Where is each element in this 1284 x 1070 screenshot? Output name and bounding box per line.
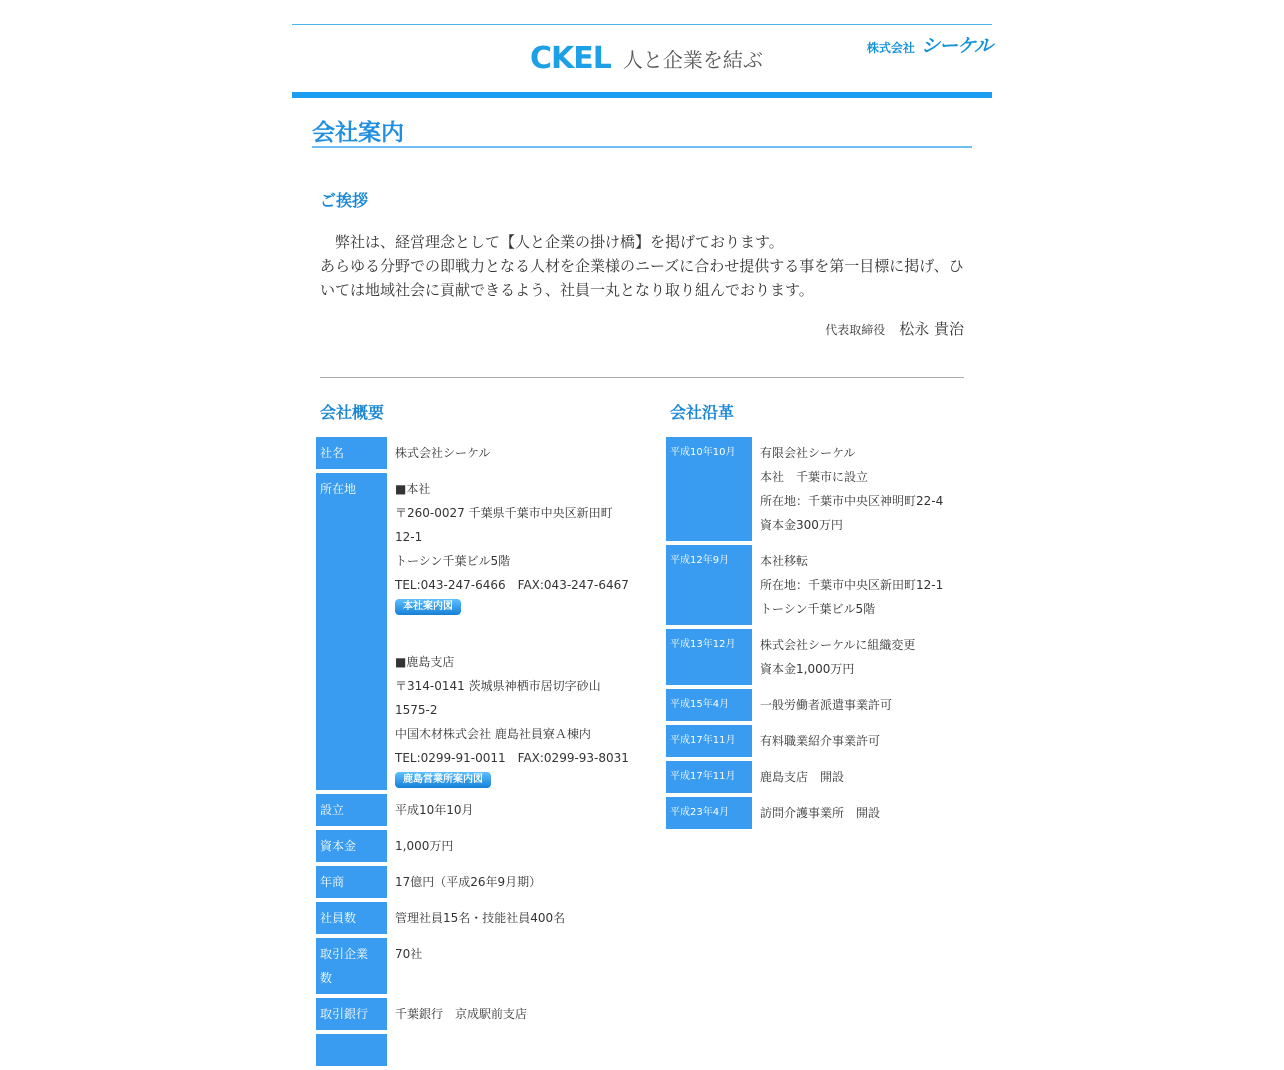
row-label [316,1034,387,1066]
table-row [316,1034,636,1066]
history-date: 平成12年9月 [666,545,752,625]
history-date: 平成17年11月 [666,725,752,757]
row-label: 社名 [316,437,387,469]
corp-name: シーケル [920,35,992,57]
greeting-line-2: あらゆる分野での即戦力となる人材を企業様のニーズに合わせ提供する事を第一目標に掲げ、ひいては地域社会に貢献できるよう、社員一丸となり取り組んでおります。 [320,257,964,299]
address-value [387,473,636,790]
row-value: 平成10年10月 [395,803,474,817]
corp-prefix: 株式会社 [866,41,915,55]
overview-table [316,433,636,1070]
branch-phone: TEL:0299-91-0011 FAX:0299-93-8031 [395,751,629,765]
row-label: 資本金 [316,830,387,862]
table-row [316,998,636,1030]
overview-heading: 会社概要 [320,403,385,422]
history-table [666,433,966,833]
history-event: 一般労働者派遣事業許可 [760,698,893,712]
table-row [666,545,966,625]
hq-phone: TEL:043-247-6466 FAX:043-247-6467 [395,578,629,592]
row-value: 千葉銀行 京成駅前支店 [395,1007,528,1021]
corporate-name [867,31,992,58]
section-divider [320,377,964,378]
row-label: 所在地 [316,473,387,790]
history-event: 株式会社シーケルに組織変更 資本金1,000万円 [760,638,916,676]
row-label: 社員数 [316,902,387,934]
greeting-signature [825,318,964,339]
table-row [316,437,636,469]
site-logo[interactable] [530,38,763,78]
history-event: 訪問介護事業所 開設 [760,806,881,820]
row-label: 年商 [316,866,387,898]
history-date: 平成13年12月 [666,629,752,685]
branch-address: 〒314-0141 茨城県神栖市居切字砂山 [395,679,601,693]
title-underline [312,146,972,148]
table-row [316,794,636,826]
row-value: 1,000万円 [395,839,454,853]
hq-address: 〒260-0027 千葉県千葉市中央区新田町 [395,506,613,520]
history-heading: 会社沿革 [670,403,735,422]
table-row [666,797,966,829]
hq-address-2: 12-1 [395,530,423,544]
row-label-line-1: 取引企業 [320,947,369,961]
row-label: 設立 [316,794,387,826]
signer-name: 松永 貴治 [899,320,964,338]
greeting-line-1: 弊社は、経営理念として【人と企業の掛け橋】を掲げております。 [320,233,784,251]
branch-title: ■鹿島支店 [395,655,455,669]
history-date: 平成15年4月 [666,689,752,721]
hq-title: ■本社 [395,482,431,496]
table-row [316,902,636,934]
row-value: 70社 [395,947,423,961]
signer-role: 代表取締役 [825,323,886,337]
history-event: 有限会社シーケル 本社 千葉市に設立 所在地：千葉市中央区神明町22-4 資本金300万円 [760,446,944,532]
branch-map-button[interactable]: 鹿島営業所案内図 [395,772,491,788]
table-row [316,866,636,898]
header-bar [292,92,992,98]
page-title: 会社案内 [312,120,404,146]
logo-mark: CKEL [530,40,611,76]
table-row [666,761,966,793]
history-event: 本社移転 所在地：千葉市中央区新田町12-1 トーシン千葉ビル5階 [760,554,944,616]
table-row [666,437,966,541]
branch-building: 中国木材株式会社 鹿島社員寮Ａ棟内 [395,727,591,741]
row-value: 17億円（平成26年9月期） [395,875,542,889]
history-event: 鹿島支店 開設 [760,770,845,784]
top-divider [292,24,992,25]
history-date: 平成23年4月 [666,797,752,829]
history-date: 平成10年10月 [666,437,752,541]
row-label: 取引銀行 [316,998,387,1030]
table-row [316,938,636,994]
row-value: 管理社員15名・技能社員400名 [395,911,566,925]
page-container [292,0,992,1045]
row-value: 株式会社シーケル [395,446,491,460]
table-row [316,473,636,790]
table-row [316,830,636,862]
history-event: 有料職業紹介事業許可 [760,734,881,748]
branch-address-2: 1575-2 [395,703,438,717]
row-label-line-2: 数 [320,971,333,985]
table-row [666,629,966,685]
hq-map-button[interactable]: 本社案内図 [395,599,461,615]
greeting-text [320,230,968,302]
hq-building: トーシン千葉ビル5階 [395,554,511,568]
table-row [666,689,966,721]
table-row [666,725,966,757]
history-date: 平成17年11月 [666,761,752,793]
greeting-heading: ご挨拶 [320,191,369,210]
logo-tagline: 人と企業を結ぶ [622,47,763,72]
row-label [316,938,387,994]
